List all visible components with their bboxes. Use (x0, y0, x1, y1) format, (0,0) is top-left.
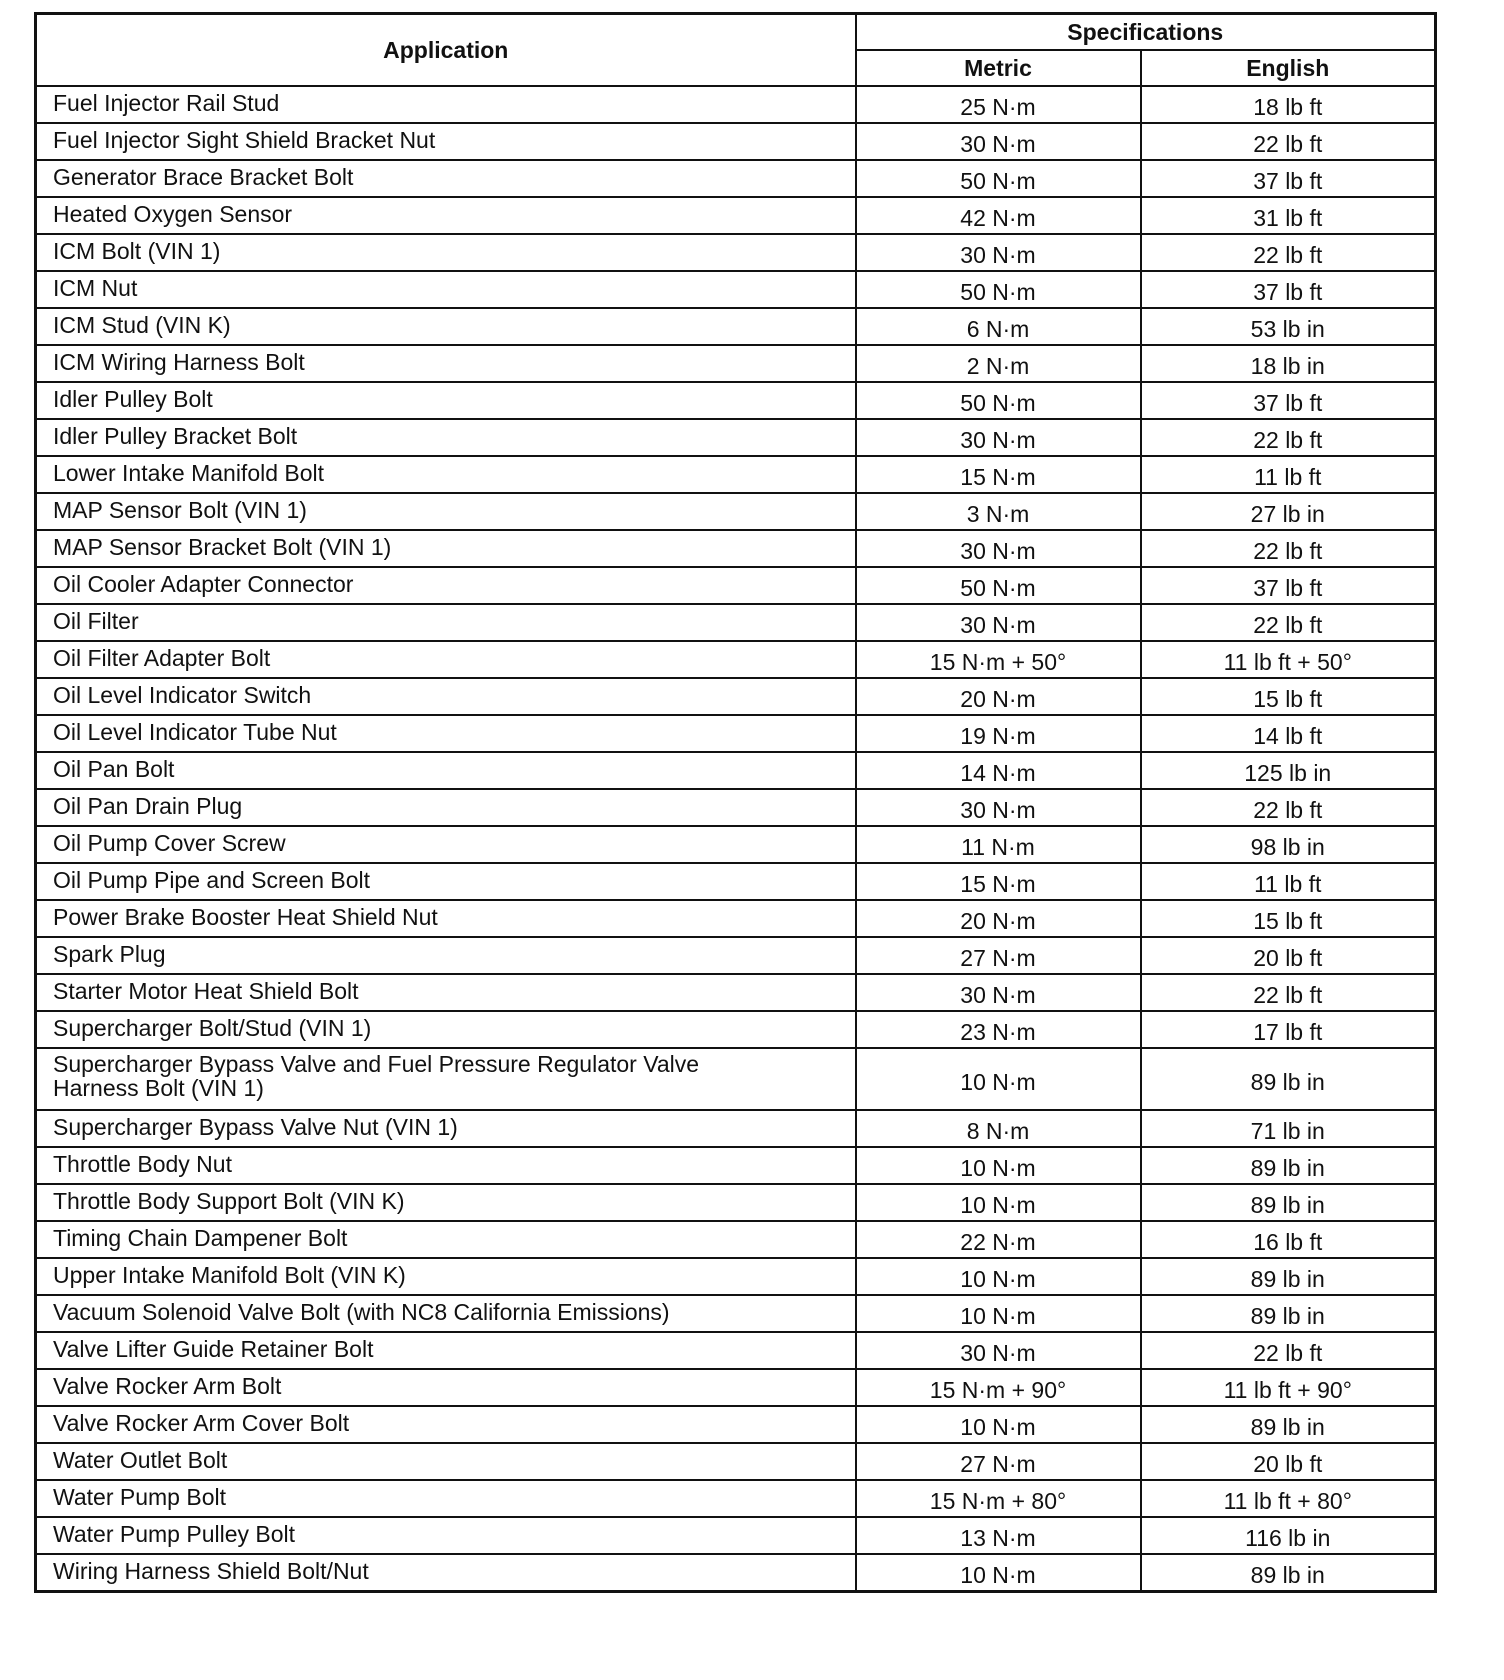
english-value: 89 lb in (1141, 1048, 1436, 1110)
metric-value: 10 N·m (856, 1147, 1141, 1184)
application-cell: Oil Cooler Adapter Connector (36, 567, 856, 604)
metric-value: 10 N·m (856, 1406, 1141, 1443)
metric-value: 50 N·m (856, 382, 1141, 419)
table-row (36, 160, 1436, 197)
table-row (36, 530, 1436, 567)
application-text-line2: Harness Bolt (VIN 1) (53, 1075, 264, 1101)
application-cell: Water Outlet Bolt (36, 1443, 856, 1480)
table-row (36, 789, 1436, 826)
metric-value: 19 N·m (856, 715, 1141, 752)
table-row (36, 567, 1436, 604)
application-cell: Timing Chain Dampener Bolt (36, 1221, 856, 1258)
table-row (36, 715, 1436, 752)
metric-value: 15 N·m (856, 456, 1141, 493)
table-row (36, 1295, 1436, 1332)
table-row (36, 1517, 1436, 1554)
table-row (36, 419, 1436, 456)
application-cell: Oil Filter Adapter Bolt (36, 641, 856, 678)
metric-value: 23 N·m (856, 1011, 1141, 1048)
english-value: 11 lb ft + 50° (1141, 641, 1436, 678)
application-cell: Upper Intake Manifold Bolt (VIN K) (36, 1258, 856, 1295)
table-row (36, 1369, 1436, 1406)
english-value: 89 lb in (1141, 1258, 1436, 1295)
table-row (36, 1554, 1436, 1592)
english-value: 20 lb ft (1141, 1443, 1436, 1480)
table-row (36, 123, 1436, 160)
table-row (36, 752, 1436, 789)
english-value: 71 lb in (1141, 1110, 1436, 1147)
english-value: 22 lb ft (1141, 234, 1436, 271)
english-value: 18 lb ft (1141, 86, 1436, 123)
header-metric: Metric (856, 50, 1141, 86)
english-value: 89 lb in (1141, 1554, 1436, 1592)
metric-value: 30 N·m (856, 530, 1141, 567)
application-cell: Oil Pump Cover Screw (36, 826, 856, 863)
metric-value: 6 N·m (856, 308, 1141, 345)
table-row (36, 641, 1436, 678)
metric-value: 50 N·m (856, 271, 1141, 308)
english-value: 89 lb in (1141, 1147, 1436, 1184)
application-cell: Oil Filter (36, 604, 856, 641)
metric-value: 15 N·m (856, 863, 1141, 900)
application-cell: Water Pump Pulley Bolt (36, 1517, 856, 1554)
metric-value: 8 N·m (856, 1110, 1141, 1147)
table-row (36, 271, 1436, 308)
application-cell: ICM Bolt (VIN 1) (36, 234, 856, 271)
application-cell: Supercharger Bolt/Stud (VIN 1) (36, 1011, 856, 1048)
english-value: 18 lb in (1141, 345, 1436, 382)
application-cell: Throttle Body Support Bolt (VIN K) (36, 1184, 856, 1221)
application-cell: Oil Level Indicator Tube Nut (36, 715, 856, 752)
table-body (36, 86, 1436, 1592)
metric-value: 22 N·m (856, 1221, 1141, 1258)
table-row (36, 1011, 1436, 1048)
table-row (36, 1406, 1436, 1443)
english-value: 15 lb ft (1141, 900, 1436, 937)
table-row (36, 1443, 1436, 1480)
application-cell: Heated Oxygen Sensor (36, 197, 856, 234)
metric-value: 30 N·m (856, 974, 1141, 1011)
table-row (36, 974, 1436, 1011)
metric-value: 27 N·m (856, 937, 1141, 974)
table-row (36, 863, 1436, 900)
metric-value: 25 N·m (856, 86, 1141, 123)
english-value: 11 lb ft + 80° (1141, 1480, 1436, 1517)
table-row (36, 826, 1436, 863)
metric-value: 27 N·m (856, 1443, 1141, 1480)
application-cell: Throttle Body Nut (36, 1147, 856, 1184)
metric-value: 30 N·m (856, 1332, 1141, 1369)
metric-value: 10 N·m (856, 1184, 1141, 1221)
english-value: 37 lb ft (1141, 382, 1436, 419)
english-value: 89 lb in (1141, 1184, 1436, 1221)
table-row (36, 86, 1436, 123)
metric-value: 11 N·m (856, 826, 1141, 863)
english-value: 37 lb ft (1141, 567, 1436, 604)
metric-value: 10 N·m (856, 1258, 1141, 1295)
application-text: Supercharger Bypass Valve and Fuel Pressure Regulator Valve (53, 1051, 700, 1077)
table-row (36, 1048, 1436, 1110)
english-value: 89 lb in (1141, 1295, 1436, 1332)
english-value: 37 lb ft (1141, 160, 1436, 197)
application-cell: Power Brake Booster Heat Shield Nut (36, 900, 856, 937)
metric-value: 30 N·m (856, 789, 1141, 826)
application-cell: Supercharger Bypass Valve Nut (VIN 1) (36, 1110, 856, 1147)
application-cell: Oil Pump Pipe and Screen Bolt (36, 863, 856, 900)
metric-value: 15 N·m + 80° (856, 1480, 1141, 1517)
application-cell: ICM Nut (36, 271, 856, 308)
application-cell: Spark Plug (36, 937, 856, 974)
english-value: 22 lb ft (1141, 789, 1436, 826)
table-row (36, 1258, 1436, 1295)
table-row (36, 308, 1436, 345)
english-value: 11 lb ft + 90° (1141, 1369, 1436, 1406)
table-row (36, 678, 1436, 715)
metric-value: 13 N·m (856, 1517, 1141, 1554)
table-row (36, 1184, 1436, 1221)
application-cell: Water Pump Bolt (36, 1480, 856, 1517)
table-row (36, 493, 1436, 530)
english-value: 22 lb ft (1141, 419, 1436, 456)
table-row (36, 1480, 1436, 1517)
english-value: 11 lb ft (1141, 456, 1436, 493)
metric-value: 10 N·m (856, 1048, 1141, 1110)
english-value: 22 lb ft (1141, 123, 1436, 160)
english-value: 31 lb ft (1141, 197, 1436, 234)
metric-value: 2 N·m (856, 345, 1141, 382)
english-value: 14 lb ft (1141, 715, 1436, 752)
english-value: 116 lb in (1141, 1517, 1436, 1554)
english-value: 22 lb ft (1141, 1332, 1436, 1369)
application-cell: Valve Lifter Guide Retainer Bolt (36, 1332, 856, 1369)
application-cell: MAP Sensor Bracket Bolt (VIN 1) (36, 530, 856, 567)
english-value: 22 lb ft (1141, 604, 1436, 641)
table-row (36, 1221, 1436, 1258)
metric-value: 30 N·m (856, 123, 1141, 160)
application-cell: Fuel Injector Sight Shield Bracket Nut (36, 123, 856, 160)
application-cell: Fuel Injector Rail Stud (36, 86, 856, 123)
application-cell: Idler Pulley Bracket Bolt (36, 419, 856, 456)
table-row (36, 197, 1436, 234)
application-cell: ICM Wiring Harness Bolt (36, 345, 856, 382)
table-row (36, 900, 1436, 937)
application-cell: Vacuum Solenoid Valve Bolt (with NC8 California Emissions) (36, 1295, 856, 1332)
header-english: English (1141, 50, 1436, 86)
application-cell: Oil Level Indicator Switch (36, 678, 856, 715)
table-row (36, 382, 1436, 419)
table-row (36, 1147, 1436, 1184)
application-cell: Idler Pulley Bolt (36, 382, 856, 419)
table-row (36, 345, 1436, 382)
metric-value: 42 N·m (856, 197, 1141, 234)
table-header (36, 14, 1436, 87)
metric-value: 14 N·m (856, 752, 1141, 789)
application-cell: MAP Sensor Bolt (VIN 1) (36, 493, 856, 530)
application-cell: Oil Pan Drain Plug (36, 789, 856, 826)
metric-value: 30 N·m (856, 234, 1141, 271)
metric-value: 10 N·m (856, 1554, 1141, 1592)
application-cell: Generator Brace Bracket Bolt (36, 160, 856, 197)
english-value: 89 lb in (1141, 1406, 1436, 1443)
table-row (36, 604, 1436, 641)
english-value: 11 lb ft (1141, 863, 1436, 900)
english-value: 125 lb in (1141, 752, 1436, 789)
application-cell: Valve Rocker Arm Bolt (36, 1369, 856, 1406)
metric-value: 15 N·m + 50° (856, 641, 1141, 678)
torque-spec-table (34, 12, 1437, 1593)
metric-value: 50 N·m (856, 160, 1141, 197)
metric-value: 30 N·m (856, 419, 1141, 456)
metric-value: 20 N·m (856, 678, 1141, 715)
table-row (36, 937, 1436, 974)
english-value: 37 lb ft (1141, 271, 1436, 308)
metric-value: 3 N·m (856, 493, 1141, 530)
english-value: 98 lb in (1141, 826, 1436, 863)
table-row (36, 456, 1436, 493)
table-row (36, 234, 1436, 271)
header-specifications: Specifications (856, 14, 1436, 51)
english-value: 15 lb ft (1141, 678, 1436, 715)
metric-value: 15 N·m + 90° (856, 1369, 1141, 1406)
english-value: 20 lb ft (1141, 937, 1436, 974)
english-value: 22 lb ft (1141, 974, 1436, 1011)
metric-value: 20 N·m (856, 900, 1141, 937)
metric-value: 50 N·m (856, 567, 1141, 604)
application-cell: Oil Pan Bolt (36, 752, 856, 789)
application-cell: Wiring Harness Shield Bolt/Nut (36, 1554, 856, 1592)
metric-value: 10 N·m (856, 1295, 1141, 1332)
application-cell: Starter Motor Heat Shield Bolt (36, 974, 856, 1011)
metric-value: 30 N·m (856, 604, 1141, 641)
application-cell (36, 1048, 856, 1110)
header-row-top (36, 14, 1436, 51)
english-value: 16 lb ft (1141, 1221, 1436, 1258)
english-value: 53 lb in (1141, 308, 1436, 345)
english-value: 22 lb ft (1141, 530, 1436, 567)
application-cell: Valve Rocker Arm Cover Bolt (36, 1406, 856, 1443)
english-value: 27 lb in (1141, 493, 1436, 530)
application-cell: ICM Stud (VIN K) (36, 308, 856, 345)
table-row (36, 1332, 1436, 1369)
table-row (36, 1110, 1436, 1147)
application-cell: Lower Intake Manifold Bolt (36, 456, 856, 493)
header-application: Application (36, 14, 856, 87)
english-value: 17 lb ft (1141, 1011, 1436, 1048)
